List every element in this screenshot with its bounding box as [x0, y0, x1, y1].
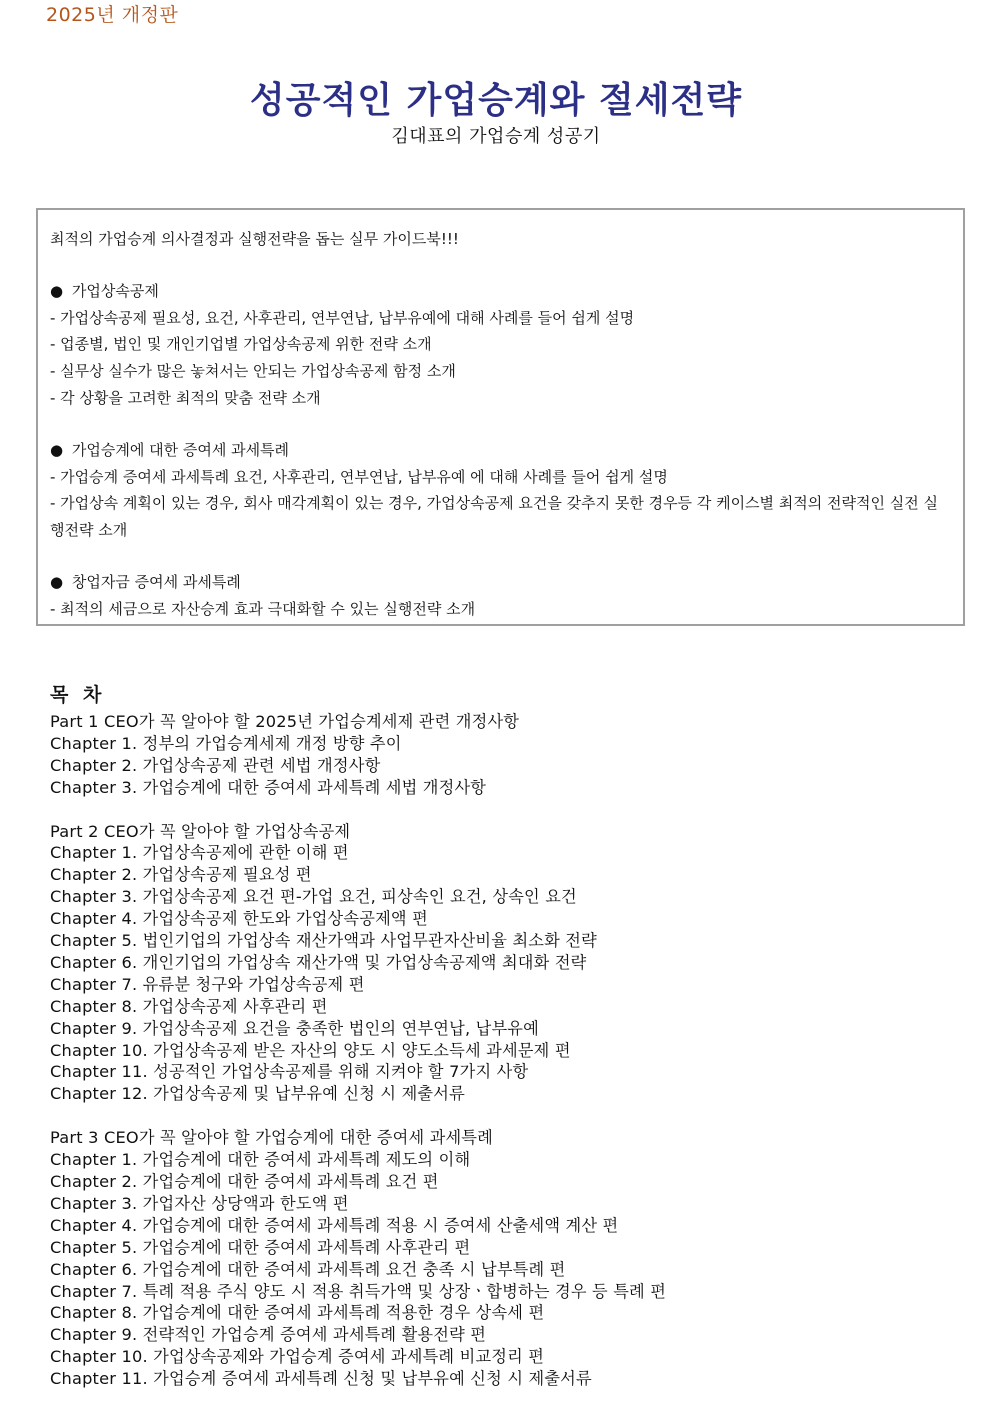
- intro-item: - 실무상 실수가 많은 놓쳐서는 안되는 가업상속공제 함정 소개: [50, 362, 456, 381]
- bullet-icon: ●: [50, 281, 64, 300]
- toc-chapter: Chapter 2. 가업상속공제 관련 세법 개정사항: [50, 755, 381, 775]
- bullet-icon: ●: [50, 440, 64, 459]
- intro-section-title: [50, 278, 951, 305]
- intro-tagline: 최적의 가업승계 의사결정과 실행전략을 돕는 실무 가이드북!!!: [50, 230, 459, 248]
- toc-chapter: Chapter 1. 정부의 가업승계세제 개정 방향 추이: [50, 733, 402, 753]
- toc-chapter: Chapter 3. 가업승계에 대한 증여세 과세특례 세법 개정사항: [50, 777, 487, 797]
- page-title: 성공적인 가업승계와 절세전략: [249, 80, 743, 121]
- intro-item: - 최적의 세금으로 자산승계 효과 극대화할 수 있는 실행전략 소개: [50, 599, 476, 618]
- toc-part-title: Part 3 CEO가 꼭 알아야 할 가업승계에 대한 증여세 과세특례: [50, 1128, 493, 1148]
- table-of-contents: [50, 680, 970, 1390]
- intro-box: [36, 208, 965, 626]
- toc-part-title: Part 1 CEO가 꼭 알아야 할 2025년 가업승계세제 관련 개정사항: [50, 712, 520, 731]
- toc-chapter: Chapter 3. 가업자산 상당액과 한도액 편: [50, 1193, 349, 1213]
- toc-chapter: Chapter 9. 전략적인 가업승계 증여세 과세특례 활용전략 편: [50, 1325, 487, 1345]
- toc-chapter: Chapter 3. 가업상속공제 요건 편-가업 요건, 피상속인 요건, 상속인 요건: [50, 887, 577, 907]
- toc-chapter: Chapter 6. 가업승계에 대한 증여세 과세특례 요건 충족 시 납부특례 편: [50, 1259, 566, 1279]
- toc-chapter: Chapter 10. 가업상속공제 받은 자산의 양도 시 양도소득세 과세문제 편: [50, 1040, 571, 1060]
- intro-item: - 가업승계 증여세 과세특례 요건, 사후관리, 연부연납, 납부유예 에 대해 사례를 들어 쉽게 설명: [50, 467, 668, 486]
- toc-chapter: Chapter 2. 가업승계에 대한 증여세 과세특례 요건 편: [50, 1172, 439, 1191]
- intro-section-title-text: 가업승계에 대한 증여세 과세특례: [71, 440, 290, 459]
- intro-item: - 각 상황을 고려한 최적의 맞춤 전략 소개: [50, 388, 321, 407]
- toc-chapter: Chapter 1. 가업승계에 대한 증여세 과세특례 제도의 이해: [50, 1150, 471, 1170]
- toc-chapter: Chapter 8. 가업승계에 대한 증여세 과세특례 적용한 경우 상속세 편: [50, 1303, 545, 1323]
- toc-chapter: Chapter 7. 유류분 청구와 가업상속공제 편: [50, 974, 365, 994]
- toc-chapter: Chapter 11. 성공적인 가업상속공제를 위해 지켜야 할 7가지 사항: [50, 1062, 529, 1082]
- toc-chapter: Chapter 4. 가업승계에 대한 증여세 과세특례 적용 시 증여세 산출세액 계산 편: [50, 1215, 619, 1235]
- toc-chapter: Chapter 12. 가업상속공제 및 납부유예 신청 시 제출서류: [50, 1084, 465, 1104]
- intro-item: - 업종별, 법인 및 개인기업별 가업상속공제 위한 전략 소개: [50, 335, 432, 354]
- toc-chapter: Chapter 11. 가업승계 증여세 과세특례 신청 및 납부유예 신청 시 제출서류: [50, 1369, 592, 1389]
- toc-chapter: Chapter 1. 가업상속공제에 관한 이해 편: [50, 843, 349, 863]
- bullet-icon: ●: [50, 572, 64, 591]
- intro-section-title: [50, 569, 951, 596]
- toc-chapter: Chapter 5. 법인기업의 가업상속 재산가액과 사업무관자산비율 최소화 전략: [50, 931, 597, 951]
- toc-chapter: Chapter 10. 가업상속공제와 가업승계 증여세 과세특례 비교정리 편: [50, 1347, 545, 1367]
- toc-part-title: Part 2 CEO가 꼭 알아야 할 가업상속공제: [50, 821, 351, 841]
- toc-chapter: Chapter 5. 가업승계에 대한 증여세 과세특례 사후관리 편: [50, 1237, 471, 1257]
- intro-section-title: [50, 437, 951, 464]
- toc-chapter: Chapter 9. 가업상속공제 요건을 충족한 법인의 연부연납, 납부유예: [50, 1018, 539, 1038]
- intro-section-title-text: 가업상속공제: [71, 281, 159, 300]
- toc-heading: 목 차: [50, 684, 106, 706]
- intro-item: - 가업상속공제 필요성, 요건, 사후관리, 연부연납, 납부유예에 대해 사례를 들어 쉽게 설명: [50, 308, 635, 327]
- toc-chapter: Chapter 8. 가업상속공제 사후관리 편: [50, 996, 328, 1016]
- edition-label: 2025년 개정판: [46, 4, 179, 26]
- page-subtitle: 김대표의 가업승계 성공기: [391, 126, 601, 147]
- intro-section-title-text: 창업자금 증여세 과세특례: [71, 572, 241, 591]
- toc-chapter: Chapter 2. 가업상속공제 필요성 편: [50, 865, 312, 885]
- toc-chapter: Chapter 7. 특례 적용 주식 양도 시 적용 취득가액 및 상장ㆍ합병하는 경우 등 특례 편: [50, 1281, 667, 1301]
- intro-item: - 가업상속 계획이 있는 경우, 회사 매각계획이 있는 경우, 가업상속공제 요건을 갖추지 못한 경우등 각 케이스별 최적의 전략적인 실전 실행전략 소개: [50, 494, 939, 540]
- toc-chapter: Chapter 6. 개인기업의 가업상속 재산가액 및 가업상속공제액 최대화 전략: [50, 952, 587, 972]
- toc-chapter: Chapter 4. 가업상속공제 한도와 가업상속공제액 편: [50, 909, 428, 929]
